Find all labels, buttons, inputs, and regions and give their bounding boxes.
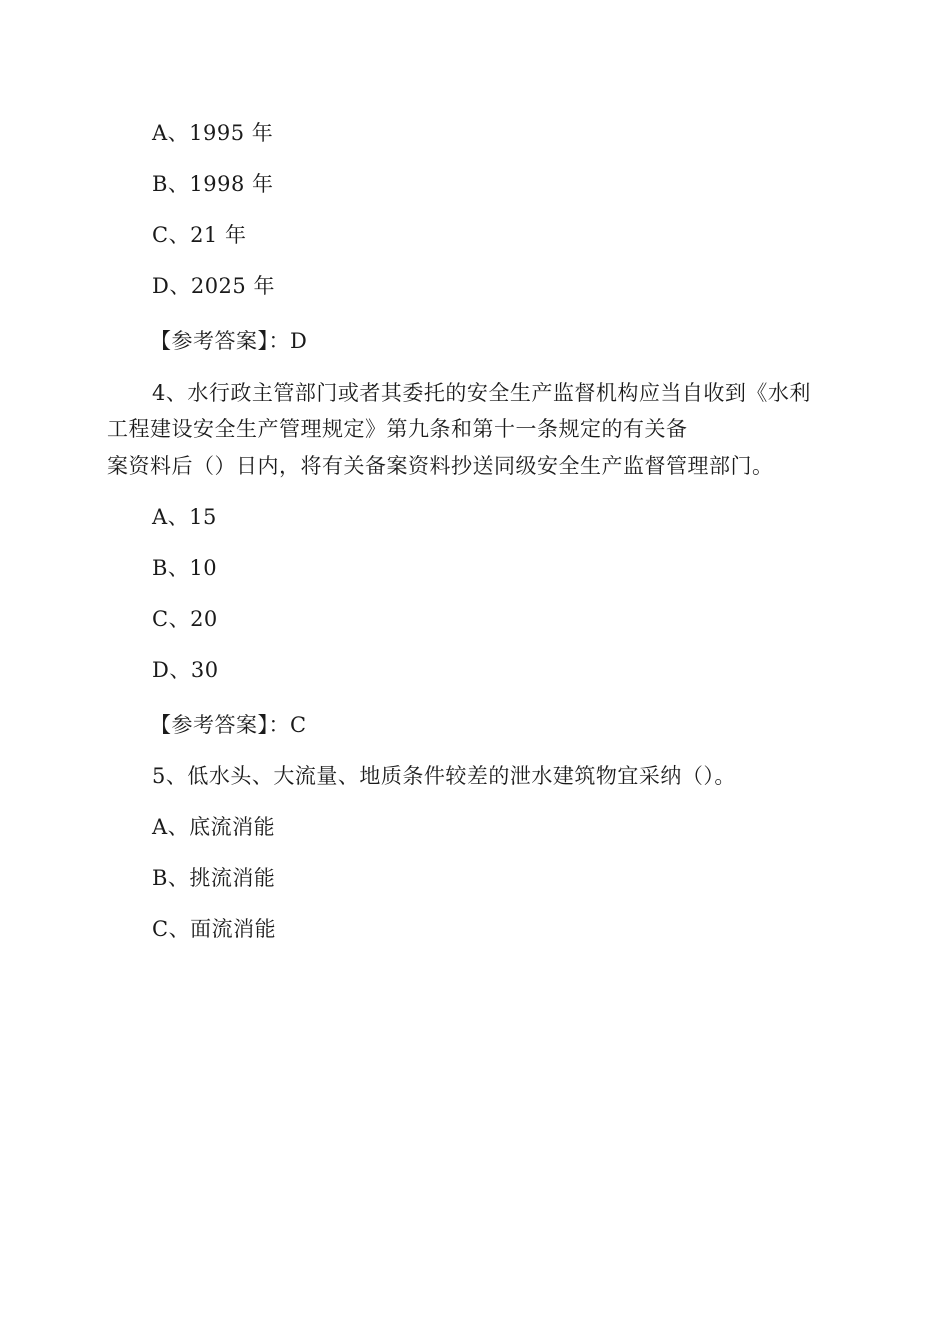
- q5-option-a: A、底流消能: [152, 815, 276, 839]
- q4-option-c: C、20: [152, 607, 218, 631]
- q4-question-line-3: 案资料后（）日内，将有关备案资料抄送同级安全生产监督管理部门。: [107, 454, 774, 478]
- q4-option-d: D、30: [152, 658, 219, 682]
- q4-option-a: A、15: [152, 505, 217, 529]
- q3-option-b: B、1998 年: [152, 172, 274, 196]
- q4-answer: 【参考答案】：C: [150, 713, 307, 737]
- q3-option-c: C、21 年: [152, 223, 247, 247]
- q5-option-b: B、挑流消能: [152, 866, 276, 890]
- q3-option-a: A、1995 年: [152, 121, 274, 145]
- q3-answer: 【参考答案】：D: [150, 329, 308, 353]
- q4-option-b: B、10: [152, 556, 218, 580]
- q5-option-c: C、面流消能: [152, 917, 277, 941]
- q4-question-line-1: 4、水行政主管部门或者其委托的安全生产监督机构应当自收到《水利: [152, 381, 811, 405]
- q5-question: 5、低水头、大流量、地质条件较差的泄水建筑物宜采纳（）。: [152, 764, 736, 788]
- q3-option-d: D、2025 年: [152, 274, 275, 298]
- q4-question-line-2: 工程建设安全生产管理规定》第九条和第十一条规定的有关备: [107, 417, 688, 441]
